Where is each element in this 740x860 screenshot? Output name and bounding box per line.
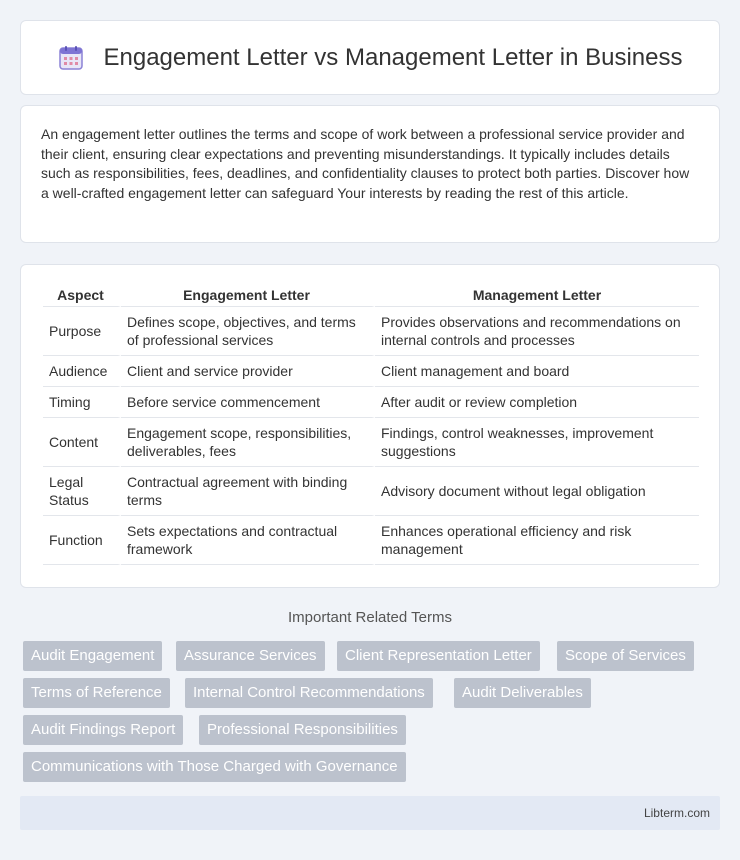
table-row [43,387,699,418]
footer [20,796,720,830]
table-cell: Function [43,516,121,565]
table-cell: Purpose [43,307,121,356]
table-cell: Client management and board [375,356,699,387]
column-header: Aspect [43,283,121,307]
header-card [20,20,720,95]
table-cell: Timing [43,387,121,418]
table-row [43,516,699,565]
table-row [43,418,699,467]
page-title: Engagement Letter vs Management Letter in Business [103,43,683,71]
table-cell: Content [43,418,121,467]
table-cell: After audit or review completion [375,387,699,418]
table-cell: Before service commencement [121,387,375,418]
table-row [43,467,699,516]
related-term-tag[interactable]: Assurance Services [176,641,325,671]
related-term-tag[interactable]: Client Representation Letter [337,641,540,671]
table-row [43,356,699,387]
column-header: Management Letter [375,283,699,307]
table-cell: Legal Status [43,467,121,516]
comparison-table [43,283,699,565]
related-term-tag[interactable]: Professional Responsibilities [199,715,406,745]
table-cell: Provides observations and recommendations on internal controls and processes [375,307,699,356]
related-term-tag[interactable]: Communications with Those Charged with Governance [23,752,406,782]
table-cell: Sets expectations and contractual framework [121,516,375,565]
table-row [43,307,699,356]
intro-card [20,105,720,243]
calendar-icon [58,45,84,71]
related-term-tag[interactable]: Audit Engagement [23,641,162,671]
intro-text: An engagement letter outlines the terms and scope of work between a professional service provider and their client, ensuring clear expectations and preventing misunderstandings. It typically includes details such as responsibilities, fees, deadlines, and confidentiality clauses to protect both parties. Discover how a well-crafted engagement letter can safeguard Your interests by reading the rest of this article. [41,126,690,201]
table-cell: Enhances operational efficiency and risk management [375,516,699,565]
table-cell: Contractual agreement with binding terms [121,467,375,516]
table-cell: Engagement scope, responsibilities, deliverables, fees [121,418,375,467]
related-term-tag[interactable]: Terms of Reference [23,678,170,708]
related-term-tag[interactable]: Scope of Services [557,641,694,671]
related-terms-title: Important Related Terms [288,609,452,626]
footer-site-link[interactable]: Libterm.com [643,806,710,820]
table-cell: Advisory document without legal obligation [375,467,699,516]
table-cell: Findings, control weaknesses, improvement suggestions [375,418,699,467]
comparison-table-card [20,264,720,588]
related-term-tag[interactable]: Internal Control Recommendations [185,678,433,708]
table-cell: Client and service provider [121,356,375,387]
related-term-tag[interactable]: Audit Deliverables [454,678,591,708]
column-header: Engagement Letter [121,283,375,307]
table-cell: Audience [43,356,121,387]
table-cell: Defines scope, objectives, and terms of professional services [121,307,375,356]
related-term-tag[interactable]: Audit Findings Report [23,715,183,745]
